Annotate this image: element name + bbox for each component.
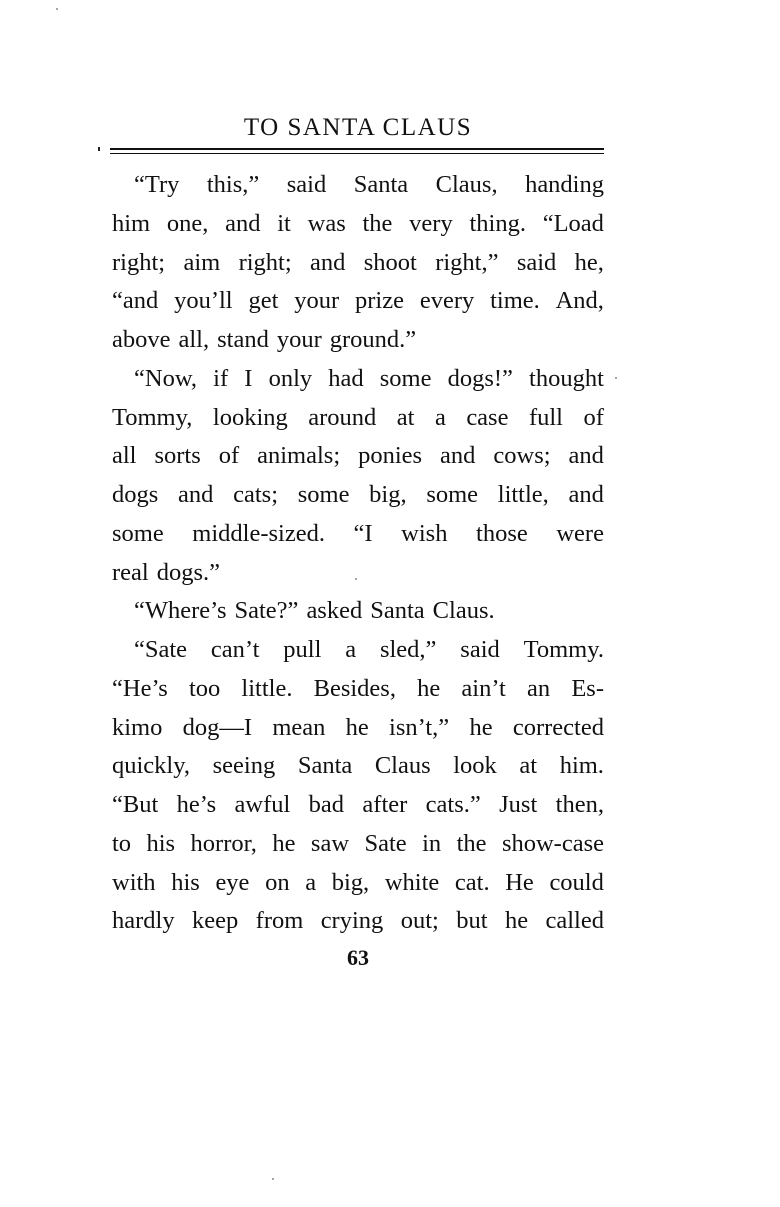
text-line: “and you’ll get your prize every time. And, <box>112 287 604 315</box>
text-line: all sorts of animals; ponies and cows; and <box>112 442 604 470</box>
text-line: to his horror, he saw Sate in the show-case <box>112 829 604 857</box>
text-line: Tommy, looking around at a case full of <box>112 403 604 431</box>
paper-speck <box>272 1178 274 1180</box>
paper-speck <box>56 8 58 10</box>
text-line: “Sate can’t pull a sled,” said Tommy. <box>134 636 604 663</box>
text-line: dogs and cats; some big, some little, and <box>112 481 604 508</box>
text-line: kimo dog—I mean he isn’t,” he corrected <box>112 713 604 741</box>
text-line: him one, and it was the very thing. “Load <box>112 209 604 237</box>
text-line: “Now, if I only had some dogs!” thought <box>134 364 604 392</box>
text-line: “He’s too little. Besides, he ain’t an Es- <box>112 674 604 702</box>
text-line: real dogs.” <box>112 558 221 586</box>
text-line: above all, stand your ground.” <box>112 326 417 353</box>
body-text <box>112 166 604 941</box>
text-line: with his eye on a big, white cat. He could <box>112 868 604 896</box>
text-line: “But he’s awful bad after cats.” Just then, <box>112 791 604 818</box>
text-line: some middle-sized. “I wish those were <box>112 519 604 547</box>
header-rule-thick <box>110 148 604 150</box>
page-number: 63 <box>347 945 369 970</box>
text-line: right; aim right; and shoot right,” said he, <box>112 248 604 276</box>
paper-speck <box>615 377 617 379</box>
text-line: hardly keep from crying out; but he called <box>112 907 604 935</box>
text-line: “Try this,” said Santa Claus, handing <box>134 171 604 198</box>
header-rule-thin <box>110 153 604 154</box>
margin-mark <box>98 147 100 151</box>
text-line: “Where’s Sate?” asked Santa Claus. <box>134 597 495 625</box>
paper-speck <box>355 578 357 580</box>
text-line: quickly, seeing Santa Claus look at him. <box>112 752 604 780</box>
running-head-title: TO SANTA CLAUS <box>243 114 473 141</box>
